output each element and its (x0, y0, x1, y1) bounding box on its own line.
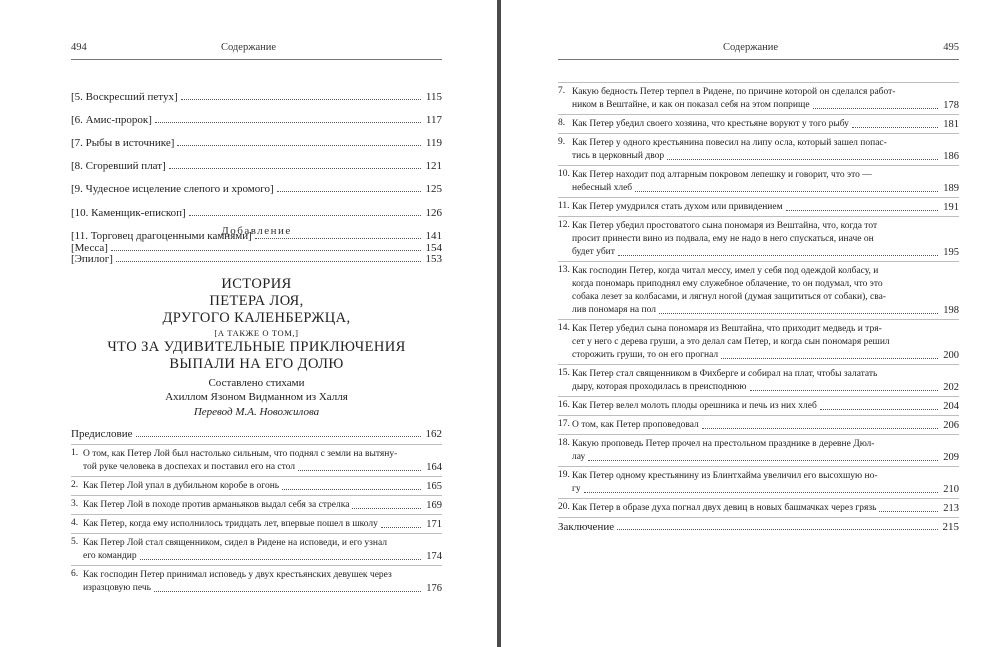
chapter-entry (71, 518, 442, 531)
dot-leader (177, 145, 421, 146)
chapter-entry (558, 86, 959, 112)
chapter-entry (558, 323, 959, 362)
toc-entry-page: 154 (425, 242, 442, 254)
chapter-entry (558, 265, 959, 317)
toc-entry-title: Заключение (558, 521, 615, 533)
entry-divider (71, 444, 442, 445)
chapter-title-line: той руке человека в доспехах и поставил его на стол (83, 462, 296, 472)
toc-entry-title: [9. Чудесное исцеление слепого и хромого] (71, 183, 274, 196)
dot-leader (140, 559, 421, 560)
chapter-entry (558, 368, 959, 394)
toc-entry-page: 162 (425, 428, 442, 440)
entry-divider (558, 415, 959, 416)
title-line-4: [А ТАКЖЕ О ТОМ,] (214, 328, 299, 338)
toc-entry-title: [8. Сгоревший плат] (71, 160, 166, 173)
chapter-title-line: небесный хлеб (572, 183, 633, 193)
chapter-page: 200 (943, 350, 959, 361)
dot-leader (154, 591, 421, 592)
translator-line: Перевод М.А. Новожилова (193, 406, 320, 418)
dot-leader (169, 168, 421, 169)
dot-leader (659, 313, 938, 314)
entry-divider (558, 114, 959, 115)
dot-leader (852, 127, 938, 128)
entry-divider (558, 364, 959, 365)
chapter-page: 206 (943, 420, 959, 431)
chapter-title-last-line (572, 502, 959, 515)
chapter-title-last-line (572, 150, 959, 163)
chapter-title-last-line (572, 246, 959, 259)
chapter-title-line: Какую проповедь Петер прочел на престольном празднике в деревне Дюл- (572, 439, 875, 449)
entry-divider (558, 466, 959, 467)
chapter-page: 164 (426, 462, 442, 473)
chapter-title-line: Как Петер у одного крестьянина повесил на липу осла, который зашел попас- (572, 138, 887, 148)
toc-entry-title: [Месса] (71, 242, 108, 254)
chapter-title-line: Как Петер, когда ему исполнилось тридцать лет, впервые пошел в школу (83, 519, 378, 529)
chapter-entry (558, 400, 959, 413)
chapter-title-line: Как Петер убедил своего хозяина, что крестьяне воруют у того рыбу (572, 119, 849, 129)
chapter-number: 10. (558, 169, 570, 179)
chapter-title-line: просит принести вино из подвала, ему не надо в него спускаться, иначе он (572, 234, 874, 244)
toc-entry (71, 126, 442, 149)
entry-divider (71, 514, 442, 515)
chapter-title-last-line (572, 419, 959, 432)
dot-leader (136, 436, 422, 437)
chapter-entry (558, 438, 959, 464)
chapter-page: 202 (943, 382, 959, 393)
title-line-3: ДРУГОГО КАЛЕНБЕРЖЦА, (162, 310, 351, 326)
chapter-number: 13. (558, 265, 570, 275)
chapter-page: 198 (943, 305, 959, 316)
chapter-title-line: Как Петер в образе духа погнал двух девиц в новых башмачках через грязь (572, 503, 877, 513)
toc-entry-page: 126 (425, 206, 442, 219)
chapter-page: 204 (943, 401, 959, 412)
dot-leader (381, 527, 421, 528)
chapter-title-last-line (572, 99, 959, 112)
dot-leader (879, 511, 938, 512)
chapter-entry (71, 499, 442, 512)
left-chapter-list (71, 442, 442, 595)
chapter-title-line: Какую бедность Петер терпел в Ридене, по причине которой он сделался работ- (572, 87, 896, 97)
right-chapter-list (558, 80, 959, 533)
chapter-number: 5. (71, 537, 79, 547)
chapter-entry (71, 569, 442, 595)
dot-leader (702, 428, 938, 429)
chapter-number: 1. (71, 448, 79, 458)
toc-entry-title: [7. Рыбы в источнике] (71, 137, 175, 150)
entry-divider (71, 565, 442, 566)
chapter-title-line: сет у него с дерева груши, а это делал сам Петер, и когда сын пономаря решил (572, 337, 890, 347)
chapter-title-line: лив пономаря на пол (572, 305, 656, 315)
chapter-title-line: лау (572, 452, 586, 462)
chapter-title-line: Как господин Петер, когда читал мессу, имел у себя под одеждой колбасу, и (572, 266, 879, 276)
supplement-label: Добавление (221, 225, 292, 237)
title-line-5: ЧТО ЗА УДИВИТЕЛЬНЫЕ ПРИКЛЮЧЕНИЯ (107, 339, 406, 355)
chapter-page: 181 (943, 119, 959, 130)
chapter-title-line: Как Петер умудрился стать духом или привидением (572, 202, 783, 212)
chapter-number: 17. (558, 419, 570, 429)
toc-entry-page: 121 (425, 160, 442, 173)
entry-divider (558, 434, 959, 435)
chapter-number: 7. (558, 86, 566, 96)
chapter-title-line: О том, как Петер Лой был настолько сильным, что поднял с земли на вытяну- (83, 449, 398, 459)
chapter-title-last-line (83, 518, 442, 531)
chapter-page: 210 (943, 484, 959, 495)
chapter-page: 171 (426, 519, 442, 530)
chapter-entry (71, 448, 442, 474)
chapter-title-last-line (83, 499, 442, 512)
dot-leader (155, 122, 421, 123)
toc-entry-page: 115 (425, 91, 442, 104)
chapter-page: 186 (943, 151, 959, 162)
dot-leader (298, 470, 421, 471)
entry-divider (558, 319, 959, 320)
chapter-title-line: ником в Вештайне, и как он показал себя на этом поприще (572, 100, 810, 110)
chapter-page: 209 (943, 452, 959, 463)
chapter-number: 14. (558, 323, 570, 333)
right-page (501, 0, 1000, 647)
right-header-rule (558, 59, 959, 60)
chapter-title-line: дыру, которая проходилась в преисподнюю (572, 382, 747, 392)
chapter-entry (558, 470, 959, 496)
chapter-entry (558, 419, 959, 432)
entry-divider (558, 133, 959, 134)
dot-leader (820, 409, 938, 410)
preface-entry (71, 424, 442, 440)
dot-leader (116, 261, 421, 262)
title-line-6: ВЫПАЛИ НА ЕГО ДОЛЮ (169, 356, 344, 372)
entry-divider (558, 82, 959, 83)
chapter-number: 18. (558, 438, 570, 448)
left-header-rule (71, 59, 442, 60)
chapter-entry (71, 480, 442, 493)
chapter-page: 213 (943, 503, 959, 514)
chapter-title-line: Как Петер Лой упал в дубильном коробе в огонь (83, 481, 280, 491)
byline-1: Составлено стихами (208, 377, 305, 389)
chapter-title-last-line (572, 182, 959, 195)
chapter-title-last-line (572, 201, 959, 214)
entry-divider (558, 498, 959, 499)
chapter-title-line: Как Петер стал священником в Фихберге и собирал на плат, чтобы залатать (572, 369, 878, 379)
chapter-title-line: Как Петер Лой в походе против арманьяков выдал себя за стрелка (83, 500, 350, 510)
byline-2: Ахиллом Язоном Видманном из Халля (165, 391, 348, 403)
toc-entry (71, 103, 442, 126)
entry-divider (558, 261, 959, 262)
chapter-title-line: тись в церковный двор (572, 151, 665, 161)
chapter-number: 19. (558, 470, 570, 480)
supplement-entry (71, 236, 442, 254)
chapter-page: 189 (943, 183, 959, 194)
chapter-title-line: Как Петер убедил сына пономаря из Вештайна, что приходит медведь и тря- (572, 324, 882, 334)
entry-divider (71, 533, 442, 534)
left-page-number: 494 (71, 42, 87, 53)
chapter-page: 178 (943, 100, 959, 111)
chapter-title-line: когда пономарь приподнял ему служебное облачение, то он подумал, что это (572, 279, 883, 289)
chapter-title-last-line (572, 118, 959, 131)
chapter-title-line: Как Петер находит под алтарным покровом лепешку и говорит, что это — (572, 170, 872, 180)
entry-divider (558, 517, 959, 518)
toc-entry-title: [10. Каменщик-епископ] (71, 206, 186, 219)
chapter-title-last-line (83, 550, 442, 563)
chapter-title-last-line (572, 483, 959, 496)
toc-entry-page: 141 (425, 229, 442, 242)
chapter-number: 16. (558, 400, 570, 410)
entry-divider (558, 165, 959, 166)
right-page-number: 495 (943, 42, 959, 53)
dot-leader (721, 358, 938, 359)
chapter-entry (558, 201, 959, 214)
dot-leader (750, 390, 938, 391)
chapter-title-line: Как Петер велел молоть плоды орешника и печь из них хлеб (572, 401, 817, 411)
chapter-number: 15. (558, 368, 570, 378)
chapter-page: 191 (943, 202, 959, 213)
title-line-1: ИСТОРИЯ (221, 276, 292, 292)
chapter-title-last-line (83, 582, 442, 595)
dot-leader (813, 108, 938, 109)
chapter-number: 11. (558, 201, 570, 211)
chapter-title-last-line (572, 381, 959, 394)
chapter-title-line: О том, как Петер проповедовал (572, 420, 699, 430)
chapter-entry (71, 537, 442, 563)
chapter-title-last-line (83, 461, 442, 474)
chapter-title-line: его командир (83, 551, 137, 561)
chapter-number: 8. (558, 118, 566, 128)
toc-entry (71, 149, 442, 172)
chapter-number: 12. (558, 220, 570, 230)
chapter-entry (558, 118, 959, 131)
left-running-title: Содержание (220, 42, 277, 53)
chapter-title-last-line (572, 400, 959, 413)
chapter-title-line: Как Петер Лой стал священником, сидел в Ридене на исповеди, и его узнал (83, 538, 388, 548)
toc-entry-title: [Эпилог] (71, 252, 113, 265)
toc-entry-page: 117 (425, 114, 442, 127)
toc-entry-page: 153 (425, 252, 442, 265)
chapter-entry (558, 137, 959, 163)
chapter-number: 6. (71, 569, 79, 579)
dot-leader (189, 215, 421, 216)
toc-entry-title: [6. Амис-пророк] (71, 114, 152, 127)
toc-entry-page: 125 (425, 183, 442, 196)
chapter-entry (558, 502, 959, 515)
dot-leader (618, 255, 938, 256)
entry-divider (558, 216, 959, 217)
chapter-page: 174 (426, 551, 442, 562)
chapter-title-last-line (572, 349, 959, 362)
dot-leader (277, 191, 421, 192)
dot-leader (352, 508, 421, 509)
toc-entry (71, 195, 442, 218)
chapter-title-line: изразцовую печь (83, 583, 151, 593)
entry-divider (558, 396, 959, 397)
chapter-entry (558, 169, 959, 195)
chapter-number: 3. (71, 499, 79, 509)
dot-leader (635, 191, 938, 192)
entry-divider (71, 476, 442, 477)
chapter-title-line: Как Петер убедил простоватого сына пономаря из Вештайна, что, когда тот (572, 221, 878, 231)
chapter-number: 2. (71, 480, 79, 490)
chapter-title-line: собака лезет за колбасами, и лягнул ногой (думая защититься от собаки), сва- (572, 292, 886, 302)
chapter-page: 195 (943, 247, 959, 258)
left-page (0, 0, 497, 647)
entry-divider (71, 495, 442, 496)
chapter-title-last-line (572, 451, 959, 464)
toc-entry-title: [11. Торговец драгоценными камнями] (71, 229, 252, 242)
chapter-title-last-line (83, 480, 442, 493)
toc-entry-title: [5. Воскресший петух] (71, 91, 178, 104)
conclusion-entry (558, 521, 959, 533)
toc-entry-page: 119 (425, 137, 442, 150)
book-title-block (71, 276, 442, 420)
dot-leader (786, 210, 938, 211)
chapter-entry (558, 220, 959, 259)
chapter-title-line: будет убит (572, 247, 615, 257)
dot-leader (181, 99, 421, 100)
dot-leader (588, 460, 938, 461)
title-line-2: ПЕТЕРА ЛОЯ, (209, 293, 304, 309)
dot-leader (667, 159, 938, 160)
dot-leader (111, 250, 421, 251)
chapter-page: 165 (426, 481, 442, 492)
chapter-title-line: Как господин Петер принимал исповедь у двух крестьянских девушек через (83, 570, 392, 580)
chapter-title-line: Как Петер одному крестьянину из Блинтхайма увеличил его высохшую но- (572, 471, 878, 481)
toc-entry-page: 215 (942, 521, 959, 533)
dot-leader (617, 529, 938, 530)
chapter-title-line: гу (572, 484, 581, 494)
toc-entry (71, 172, 442, 195)
chapter-number: 9. (558, 137, 566, 147)
chapter-title-line: сторожить груши, то он его прогнал (572, 350, 719, 360)
chapter-title-last-line (572, 304, 959, 317)
chapter-number: 4. (71, 518, 79, 528)
toc-entry (71, 80, 442, 103)
entry-divider (558, 197, 959, 198)
right-running-title: Содержание (722, 42, 779, 53)
chapter-page: 176 (426, 583, 442, 594)
dot-leader (282, 489, 421, 490)
chapter-number: 20. (558, 502, 570, 512)
dot-leader (584, 492, 938, 493)
chapter-page: 169 (426, 500, 442, 511)
toc-entry-title: Предисловие (71, 428, 133, 440)
